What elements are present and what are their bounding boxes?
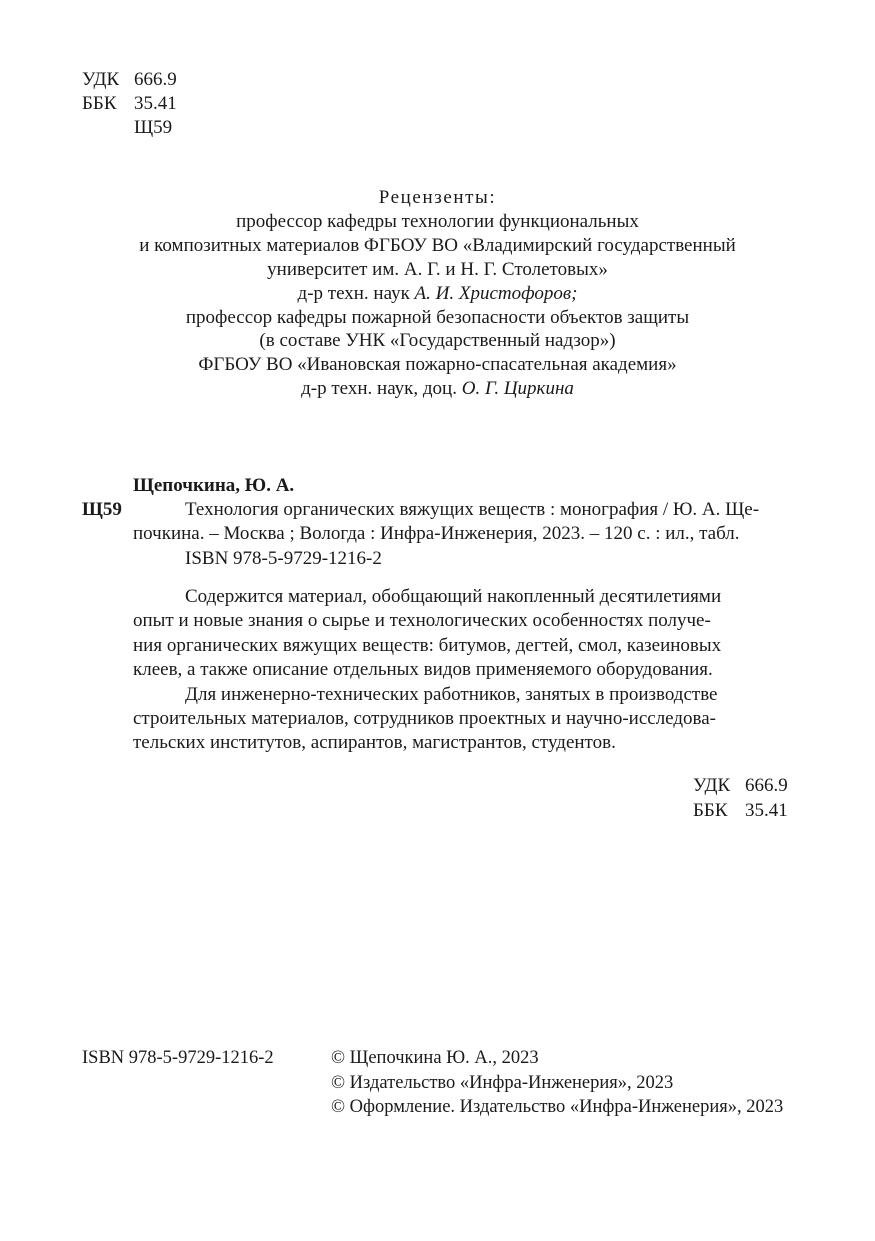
reviewer-line: профессор кафедры пожарной безопасности объектов защиты bbox=[185, 306, 690, 328]
udk-value: 666.9 bbox=[134, 69, 177, 90]
reviewer-degree: д-р техн. наук, доц. bbox=[301, 378, 462, 400]
reviewer-line bbox=[0, 377, 875, 401]
annotation-line: Для инженерно-технических работников, занятых в производстве bbox=[185, 683, 718, 705]
biblio-mark: Щ59 bbox=[82, 499, 122, 520]
bbk-line bbox=[82, 92, 177, 116]
biblio-line: Технология органических вяжущих веществ : монография / Ю. А. Ще- bbox=[185, 499, 760, 520]
annotation-line: клеев, а также описание отдельных видов применяемого оборудования. bbox=[133, 659, 713, 681]
bbk-line bbox=[693, 799, 788, 824]
author-mark-line bbox=[82, 116, 177, 140]
udk-value: 666.9 bbox=[745, 775, 788, 796]
reviewer-line: (в составе УНК «Государственный надзор») bbox=[259, 330, 616, 352]
copyright-line: © Издательство «Инфра-Инженерия», 2023 bbox=[331, 1072, 674, 1093]
bbk-label: ББК bbox=[693, 799, 728, 821]
copyright-line: © Щепочкина Ю. А., 2023 bbox=[331, 1048, 539, 1068]
biblio-description bbox=[133, 498, 767, 571]
annotation-line: опыт и новые знания о сырье и технологических особенностях получе- bbox=[133, 610, 711, 632]
reviewers-title: Рецензенты: bbox=[378, 187, 497, 208]
annotation bbox=[133, 585, 793, 756]
udk-label: УДК bbox=[82, 69, 120, 90]
author-heading: Щепочкина, Ю. А. bbox=[133, 475, 295, 496]
annotation-line: строительных материалов, сотрудников проектных и научно-исследова- bbox=[133, 708, 717, 730]
reviewer-line: ФГБОУ ВО «Ивановская пожарно-спасательная академия» bbox=[198, 354, 677, 376]
reviewer-line: профессор кафедры технологии функциональных bbox=[236, 210, 639, 232]
annotation-line: тельских институтов, аспирантов, магистрантов, студентов. bbox=[133, 732, 616, 754]
biblio-isbn: ISBN 978-5-9729-1216-2 bbox=[185, 547, 382, 569]
bbk-value: 35.41 bbox=[745, 799, 788, 821]
reviewer-line: и композитных материалов ФГБОУ ВО «Владимирский государственный bbox=[139, 234, 736, 256]
author-mark: Щ59 bbox=[134, 117, 173, 138]
annotation-line: Содержится материал, обобщающий накопленный десятилетиями bbox=[185, 586, 722, 607]
reviewer-name: А. И. Христофоров; bbox=[414, 282, 578, 304]
reviewer-degree: д-р техн. наук bbox=[297, 282, 415, 304]
annotation-line: ния органических вяжущих веществ: битумов, дегтей, смол, казеиновых bbox=[133, 634, 722, 656]
udk-line bbox=[693, 774, 788, 799]
copyright-block bbox=[331, 1046, 783, 1120]
udk-label: УДК bbox=[693, 775, 731, 796]
reviewer-name: О. Г. Циркина bbox=[461, 378, 574, 400]
bbk-value: 35.41 bbox=[134, 93, 177, 114]
reviewer-line bbox=[0, 282, 875, 306]
footer-isbn: ISBN 978-5-9729-1216-2 bbox=[82, 1048, 274, 1068]
udk-line bbox=[82, 68, 177, 92]
reviewer-line: университет им. А. Г. и Н. Г. Столетовых» bbox=[267, 258, 608, 280]
copyright-line: © Оформление. Издательство «Инфра-Инженерия», 2023 bbox=[331, 1097, 784, 1117]
classification-bottom bbox=[693, 774, 788, 823]
classification-top bbox=[82, 68, 177, 140]
bbk-label: ББК bbox=[82, 93, 117, 114]
biblio-line: почкина. – Москва ; Вологда : Инфра-Инженерия, 2023. – 120 с. : ил., табл. bbox=[133, 523, 740, 545]
reviewers-block bbox=[0, 186, 875, 401]
